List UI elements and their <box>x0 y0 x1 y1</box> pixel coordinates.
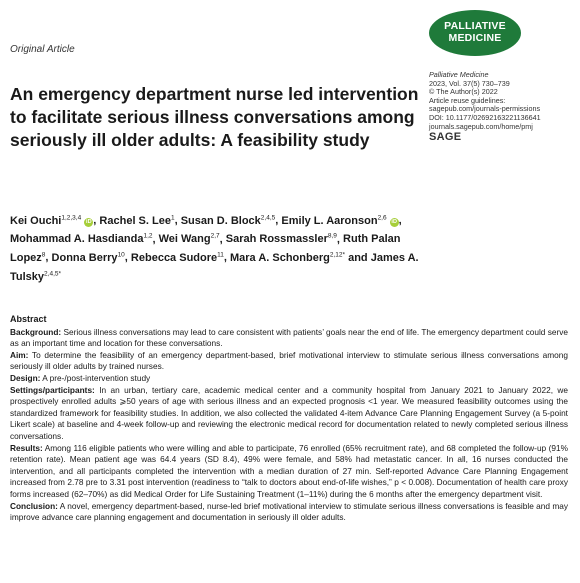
abstract-section-text: A pre-/post-intervention study <box>40 372 151 383</box>
author-name: Wei Wang <box>158 233 211 246</box>
author-name: Donna Berry <box>51 251 118 264</box>
author-affiliation: 2,12* <box>329 251 346 259</box>
author[interactable] <box>10 215 93 227</box>
author-name: Emily L. Aaronson <box>281 214 378 227</box>
article-title: An emergency department nurse led intervention to facilitate serious illness conversations among seriously ill older adults: A feasibility study <box>10 84 419 150</box>
author[interactable] <box>131 252 224 264</box>
abstract-section <box>10 327 568 350</box>
journal-home-link[interactable]: journals.sagepub.com/home/pmj <box>429 121 533 131</box>
author-name: Rachel S. Lee <box>99 214 171 227</box>
abstract-section-text: Serious illness conversations may lead to care consistent with patients’ goals near the end of life. The emergency department could serve as an important time and location for these conversations. <box>10 326 569 349</box>
author-name: Rebecca Sudore <box>130 251 218 264</box>
author-name: Sarah Rossmassler <box>225 233 328 246</box>
author-list: Kei Ouchi$^{1,2,3,4}$ iD , Rachel S. Lee$^1$, Susan D. Block$^{2,4,5}$, Emily L. Aaronson$^{2,6}$ iD , Mohammad A. Hasdianda$^{1,2}$, Wei Wang$^{2,7}$, Sarah Rossmassler$^{8,9}$, Ruth Palan Lopez$^8$, Donna Berry$^{10}$, Rebecca Sudore$^{11}$, Mara A. Schonberg$^{2,12*}$ and James A. Tulsky$^{2,4,5*}$ <box>10 214 419 283</box>
abstract-section <box>10 373 568 385</box>
abstract-section-text: In an urban, tertiary care, academic medical center and a community hospital from January 2021 to January 2022, we prospectively enrolled adults ⩾50 years of age with serious illness and an expected prognosis <1 year. We measured feasibility outcomes using the standardized framework for feasibility studies. In addition, we also collected the validated 4-item Advance Care Planning Engagement Survey (a 5-point Likert scale) at baseline and 4-week follow-up and reviewing the electronic medical record for documentation related to newly completed serious illness conversations. <box>10 384 568 441</box>
abstract-section-label: Settings/participants: <box>10 384 95 395</box>
abstract-section-text: Among 116 eligible patients who were willing and able to participate, 76 enrolled (65% recruitment rate), and 68 completed the follow-up (91% retention rate). Mean patient age was 64.4 years (SD 8.4), 49% were female, and 58% had metastatic cancer. In all, 16 nurses conducted the intervention, and all participants completed the intervention with a median duration of 27 min. Self-reported Advance Care Planning Engagement increased from 2.78 pre to 3.31 post intervention (readiness to “talk to doctors about end-of-life wishes,” p < 0.008). Documentation of health care proxy forms increased (62–70%) as did Medical Order for Life Sustaining Treatment (1–11%) during the 6 months after the emergency department visit. <box>10 442 568 499</box>
author-name: Kei Ouchi <box>10 214 62 227</box>
author-name: Mohammad A. Hasdianda <box>10 233 144 246</box>
author-affiliation: 2,7 <box>210 232 220 240</box>
abstract-heading: Abstract <box>10 314 47 324</box>
journal-info <box>429 71 577 142</box>
abstract-section-text: To determine the feasibility of an emergency department-based, brief motivational interview to stimulate serious illness conversations among seriously ill older adults by trained nurses. <box>10 349 568 372</box>
logo-line-1: PALLIATIVE <box>444 20 506 32</box>
article-type: Original Article <box>10 44 75 55</box>
author-affiliation: 8 <box>41 251 46 259</box>
abstract-section <box>10 443 568 501</box>
doi[interactable]: DOI: 10.1177/02692163221136641 <box>429 112 541 122</box>
abstract-section-text: A novel, emergency department-based, nurse-led brief motivational interview to stimulate serious illness conversations is feasible and may improve advance care planning engagement and documentation in seriously ill older adults. <box>10 500 568 523</box>
abstract-section-label: Background: <box>10 326 62 337</box>
author-affiliation: 2,6 <box>377 214 387 221</box>
author-affiliation: 10 <box>117 251 125 259</box>
author[interactable] <box>281 215 398 227</box>
abstract <box>10 314 568 524</box>
author-affiliation: 1 <box>170 214 175 221</box>
reuse-link[interactable]: sagepub.com/journals-permissions <box>429 104 541 114</box>
author[interactable] <box>99 215 174 227</box>
abstract-body <box>10 327 568 524</box>
author-affiliation: 1,2 <box>143 232 153 240</box>
orcid-icon[interactable]: iD <box>86 218 92 225</box>
author-name: Mara A. Schonberg <box>230 251 330 264</box>
abstract-section-label: Design: <box>10 372 41 383</box>
journal-logo <box>429 10 521 56</box>
copyright: © The Author(s) 2022 <box>429 87 498 97</box>
abstract-section <box>10 385 568 443</box>
author-affiliation: 8,9 <box>327 232 337 240</box>
reuse-label: Article reuse guidelines: <box>429 95 506 105</box>
abstract-section-label: Results: <box>10 442 43 453</box>
author[interactable] <box>52 252 125 264</box>
journal-name: Palliative Medicine <box>429 70 489 79</box>
abstract-section-label: Aim: <box>10 349 29 360</box>
author-name: Ruth Palan Lopez <box>10 233 401 264</box>
author[interactable] <box>181 215 276 227</box>
author[interactable] <box>226 233 337 245</box>
author[interactable] <box>230 252 345 264</box>
author-affiliation: 11 <box>217 251 224 259</box>
author[interactable] <box>10 233 153 245</box>
author-affiliation: 1,2,3,4 <box>61 214 82 221</box>
publisher-logo: SAGE <box>429 131 462 144</box>
orcid-icon[interactable]: iD <box>391 218 397 225</box>
abstract-section <box>10 350 568 373</box>
logo-line-2: MEDICINE <box>448 32 502 44</box>
author-affiliation: 2,4,5 <box>260 214 276 221</box>
abstract-section <box>10 501 568 524</box>
author[interactable] <box>159 233 220 245</box>
author-name: and James A. Tulsky <box>10 251 419 283</box>
author-name: Susan D. Block <box>180 214 261 227</box>
journal-volume: 2023, Vol. 37(5) 730–739 <box>429 78 510 88</box>
author-affiliation: 2,4,5* <box>44 269 62 277</box>
abstract-section-label: Conclusion: <box>10 500 58 511</box>
